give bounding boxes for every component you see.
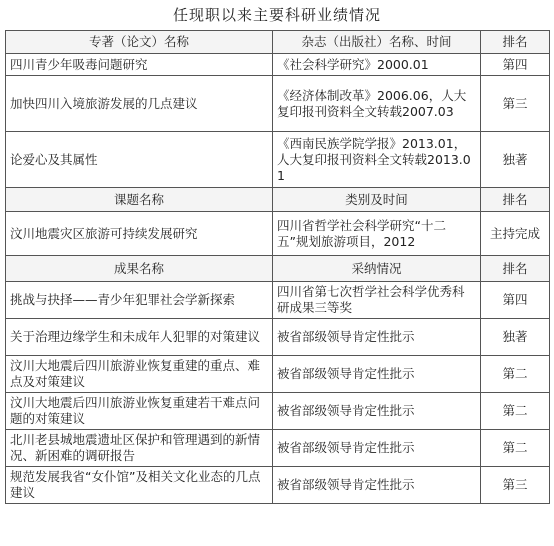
table-row (6, 356, 550, 393)
achievement-adoption: 被省部级领导肯定性批示 (273, 467, 481, 504)
research-achievements-table (5, 30, 550, 504)
achievement-rank: 第二 (481, 430, 550, 467)
paper-name: 加快四川入境旅游发展的几点建议 (6, 76, 273, 132)
document-title: 任现职以来主要科研业绩情况 (172, 6, 381, 24)
achievement-name: 汶川大地震后四川旅游业恢复重建若干难点问题的对策建议 (6, 393, 273, 430)
table-row (6, 132, 550, 188)
achievement-rank: 第二 (481, 393, 550, 430)
achievement-rank: 第三 (481, 467, 550, 504)
paper-rank: 独著 (481, 132, 550, 188)
achievements-header-row (6, 256, 550, 282)
achievement-adoption: 被省部级领导肯定性批示 (273, 430, 481, 467)
table-row (6, 212, 550, 256)
papers-header-name: 专著（论文）名称 (6, 31, 273, 54)
table-row (6, 319, 550, 356)
papers-header-row (6, 31, 550, 54)
projects-header-rank: 排名 (481, 188, 550, 212)
achievement-adoption: 被省部级领导肯定性批示 (273, 393, 481, 430)
achievement-name: 北川老县城地震遗址区保护和管理遇到的新情况、新困难的调研报告 (6, 430, 273, 467)
achievements-header-adoption: 采纳情况 (273, 256, 481, 282)
paper-rank: 第四 (481, 54, 550, 76)
table-row (6, 393, 550, 430)
paper-source: 《经济体制改革》2006.06，人大复印报刊资料全文转载2007.03 (273, 76, 481, 132)
achievements-header-name: 成果名称 (6, 256, 273, 282)
achievement-adoption: 被省部级领导肯定性批示 (273, 356, 481, 393)
achievement-rank: 第四 (481, 282, 550, 319)
table-row (6, 54, 550, 76)
paper-name: 论爱心及其属性 (6, 132, 273, 188)
project-rank: 主持完成 (481, 212, 550, 256)
achievement-rank: 独著 (481, 319, 550, 356)
table-row (6, 430, 550, 467)
projects-header-category: 类别及时间 (273, 188, 481, 212)
achievement-adoption: 四川省第七次哲学社会科学优秀科研成果三等奖 (273, 282, 481, 319)
paper-source: 《西南民族学院学报》2013.01，人大复印报刊资料全文转载2013.01 (273, 132, 481, 188)
achievement-name: 汶川大地震后四川旅游业恢复重建的重点、难点及对策建议 (6, 356, 273, 393)
projects-header-name: 课题名称 (6, 188, 273, 212)
paper-name: 四川青少年吸毒问题研究 (6, 54, 273, 76)
achievement-name: 挑战与抉择——青少年犯罪社会学新探索 (6, 282, 273, 319)
table-row (6, 467, 550, 504)
achievement-rank: 第二 (481, 356, 550, 393)
paper-rank: 第三 (481, 76, 550, 132)
achievements-header-rank: 排名 (481, 256, 550, 282)
achievement-name: 规范发展我省“女仆馆”及相关文化业态的几点建议 (6, 467, 273, 504)
achievement-adoption: 被省部级领导肯定性批示 (273, 319, 481, 356)
table-row (6, 282, 550, 319)
projects-header-row (6, 188, 550, 212)
achievement-name: 关于治理边缘学生和未成年人犯罪的对策建议 (6, 319, 273, 356)
papers-header-rank: 排名 (481, 31, 550, 54)
project-name: 汶川地震灾区旅游可持续发展研究 (6, 212, 273, 256)
table-row (6, 76, 550, 132)
papers-header-source: 杂志（出版社）名称、时间 (273, 31, 481, 54)
paper-source: 《社会科学研究》2000.01 (273, 54, 481, 76)
project-category: 四川省哲学社会科学研究“十二五”规划旅游项目，2012 (273, 212, 481, 256)
